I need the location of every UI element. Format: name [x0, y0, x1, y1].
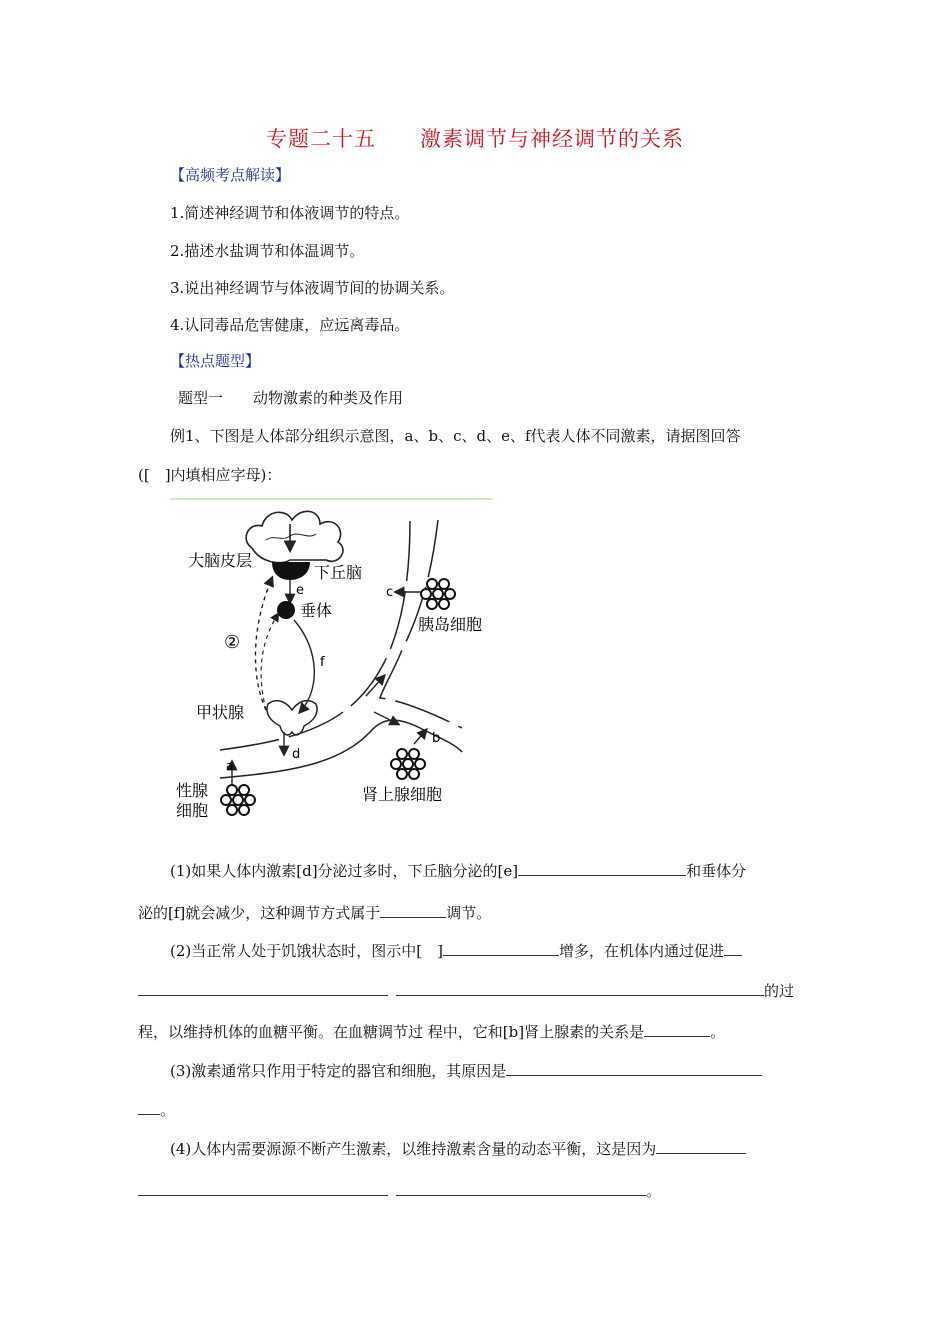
- q4-answer-blank-a[interactable]: [138, 1180, 388, 1196]
- question-4-line-1: [170, 1138, 746, 1159]
- gonad-label-line1: 性腺: [176, 781, 209, 800]
- question-2-line-1: [170, 940, 742, 961]
- hormone-f-label: f: [320, 655, 325, 670]
- thyroid-label: 甲状腺: [196, 703, 245, 722]
- q4-text-b: 。: [646, 1182, 662, 1200]
- q3-text-a: (3)激素通常只作用于特定的器官和细胞，其原因是: [170, 1062, 507, 1080]
- islet-cell-cluster: [421, 579, 455, 609]
- question-1-line-2: [138, 902, 491, 923]
- q2-answer-hormone-blank[interactable]: [443, 940, 559, 956]
- hormone-regulation-diagram: [170, 500, 500, 830]
- objective-item: 4.认同毒品危害健康，应远离毒品。: [170, 316, 410, 334]
- cortex-label: 大脑皮层: [188, 551, 253, 570]
- q2-text-d: 程，以维持机体的血糖平衡。在血糖调节过 程中，它和[b]肾上腺素的关系是: [138, 1023, 645, 1041]
- question-4-line-2: [138, 1180, 661, 1201]
- question-2-line-2: [138, 980, 794, 1001]
- adrenal-label: 肾上腺细胞: [362, 785, 443, 804]
- q4-answer-blank[interactable]: [656, 1138, 746, 1154]
- q3-answer-blank[interactable]: [506, 1060, 762, 1076]
- page-title: 专题二十五 激素调节与神经调节的关系: [266, 127, 684, 151]
- q2-text-a: (2)当正常人处于饥饿状态时，图示中[ ]: [170, 942, 443, 960]
- q3-text-b: 。: [160, 1101, 176, 1119]
- example-instruction: ([ ]内填相应字母)：: [138, 466, 282, 484]
- hormone-c-label: c: [386, 585, 394, 600]
- q2-answer-process-blank-b[interactable]: [396, 980, 764, 996]
- islet-label: 胰岛细胞: [418, 615, 483, 634]
- q2-text-c: 的过: [764, 982, 795, 1000]
- gonad-cell-cluster: [221, 785, 255, 815]
- hypothalamus-label: 下丘脑: [314, 563, 363, 582]
- objective-item: 2.描述水盐调节和体温调节。: [170, 242, 365, 260]
- question-3-line-1: [170, 1060, 762, 1081]
- feedback-circle-label: ②: [224, 632, 241, 653]
- hormone-b-label: b: [432, 731, 441, 746]
- hot-topics-header: 【热点题型】: [170, 352, 261, 370]
- q1-answer-type-blank[interactable]: [380, 902, 446, 918]
- gonad-label-line2: 细胞: [176, 801, 209, 820]
- hormone-e-label: e: [296, 583, 304, 598]
- adrenal-cell-cluster: [391, 749, 425, 779]
- objectives-header: 【高频考点解读】: [170, 166, 291, 184]
- hormone-d-label: d: [292, 747, 301, 762]
- objective-item: 1.简述神经调节和体液调节的特点。: [170, 204, 410, 222]
- q2-answer-relation-blank[interactable]: [644, 1021, 710, 1037]
- question-3-line-2: [138, 1099, 175, 1120]
- q2-answer-process-blank-a[interactable]: [138, 980, 388, 996]
- pituitary-label: 垂体: [300, 601, 333, 620]
- pituitary-shape: [277, 601, 295, 619]
- q4-answer-blank-b[interactable]: [396, 1180, 646, 1196]
- question-type-heading: 题型一 动物激素的种类及作用: [178, 389, 404, 407]
- question-1-line-1: [170, 860, 746, 881]
- objective-item: 3.说出神经调节与体液调节间的协调关系。: [170, 279, 455, 297]
- blood-vessel-lower: [220, 720, 462, 778]
- q1-text-d: 调节。: [446, 904, 492, 922]
- q2-answer-process-blank-start[interactable]: [724, 940, 742, 956]
- q2-text-e: 。: [710, 1023, 726, 1041]
- hormone-a-label: a: [226, 759, 234, 773]
- example-intro: 例1、下图是人体部分组织示意图，a、b、c、d、e、f代表人体不同激素，请据图回答: [170, 427, 741, 445]
- q4-text-a: (4)人体内需要源源不断产生激素，以维持激素含量的动态平衡，这是因为: [170, 1140, 657, 1158]
- q3-answer-blank-cont[interactable]: [138, 1099, 160, 1115]
- hypothalamus-shape: [272, 562, 310, 580]
- cerebral-cortex-shape: [246, 511, 343, 562]
- q1-text-b: 和垂体分: [686, 862, 747, 880]
- q1-text-a: (1)如果人体内激素[d]分泌过多时，下丘脑分泌的[e]: [170, 862, 519, 880]
- q1-answer-e-blank[interactable]: [518, 860, 686, 876]
- question-2-line-3: [138, 1021, 725, 1042]
- q2-text-b: 增多，在机体内通过促进: [558, 942, 724, 960]
- q1-text-c: 泌的[f]就会减少，这种调节方式属于: [138, 904, 381, 922]
